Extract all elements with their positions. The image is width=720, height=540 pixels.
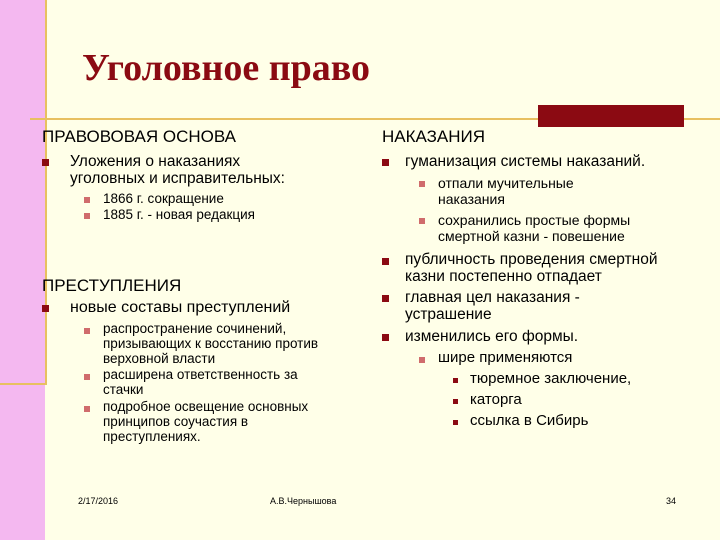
vertical-rule <box>45 0 47 385</box>
bullet-icon <box>42 305 49 312</box>
sub-item: 1885 г. - новая редакция <box>103 207 255 222</box>
list-item <box>405 251 658 285</box>
footer-author: А.В.Чернышова <box>270 496 337 506</box>
bullet-icon <box>84 328 90 334</box>
sub-sub-item: тюремное заключение, <box>470 370 632 387</box>
bullet-icon <box>453 399 458 404</box>
bullet-icon <box>84 374 90 380</box>
item-text: публичность проведения смертной <box>405 251 658 268</box>
bullet-icon <box>382 334 389 341</box>
slide-title: Уголовное право <box>82 47 371 89</box>
bullet-icon <box>453 420 458 425</box>
sub-item: шире применяются <box>438 349 573 366</box>
item-text: уголовных и исправительных: <box>70 170 285 187</box>
sub-item-text: верховной власти <box>103 351 216 366</box>
list-item: новые составы преступлений <box>70 299 291 316</box>
section-heading-basis: ПРАВОВОВАЯ ОСНОВА <box>42 127 236 146</box>
item-text: казни постепенно отпадает <box>405 268 602 285</box>
list-item: гуманизация системы наказаний. <box>405 153 646 170</box>
list-item <box>405 289 580 323</box>
sub-item-text: смертной казни - повешение <box>438 228 625 244</box>
item-text: устрашение <box>405 306 492 323</box>
item-text: Уложения о наказаниях <box>70 153 241 170</box>
sub-item: 1866 г. сокращение <box>103 191 224 206</box>
sub-item-text: принципов соучастия в <box>103 414 249 429</box>
sub-item-text: преступлениях. <box>103 429 201 444</box>
section-heading-crimes: ПРЕСТУПЛЕНИЯ <box>42 276 182 295</box>
bullet-icon <box>419 357 425 363</box>
sub-item <box>103 321 318 366</box>
sub-sub-item: каторга <box>470 391 522 408</box>
bullet-icon <box>419 181 425 187</box>
list-item <box>70 153 285 187</box>
bullet-icon <box>419 218 425 224</box>
sub-sub-item: ссылка в Сибирь <box>470 412 589 429</box>
bullet-icon <box>382 258 389 265</box>
sub-item-text: наказания <box>438 191 505 207</box>
list-item: изменились его формы. <box>405 328 579 345</box>
section-heading-punishments: НАКАЗАНИЯ <box>382 127 486 146</box>
sub-item-text: распространение сочинений, <box>103 321 287 336</box>
bullet-icon <box>84 406 90 412</box>
item-text: главная цел наказания - <box>405 289 580 306</box>
accent-box <box>538 105 684 127</box>
bullet-icon <box>382 159 389 166</box>
sub-item-text: призывающих к восстанию против <box>103 336 319 351</box>
bullet-icon <box>84 197 90 203</box>
sub-item <box>103 399 308 444</box>
bullet-icon <box>382 295 389 302</box>
footer-page-number: 34 <box>666 496 677 506</box>
bullet-icon <box>42 159 49 166</box>
side-rule <box>0 383 47 385</box>
sub-item-text: подробное освещение основных <box>103 399 309 414</box>
sub-item <box>103 367 298 397</box>
bullet-icon <box>84 213 90 219</box>
sub-item <box>438 175 574 207</box>
side-band <box>0 0 45 540</box>
sub-item-text: сохранились простые формы <box>438 212 631 228</box>
bullet-icon <box>453 378 458 383</box>
sub-item-text: расширена ответственность за <box>103 367 298 382</box>
sub-item-text: стачки <box>103 382 144 397</box>
sub-item <box>438 212 630 244</box>
footer-date: 2/17/2016 <box>78 496 119 506</box>
sub-item-text: отпали мучительные <box>438 175 574 191</box>
